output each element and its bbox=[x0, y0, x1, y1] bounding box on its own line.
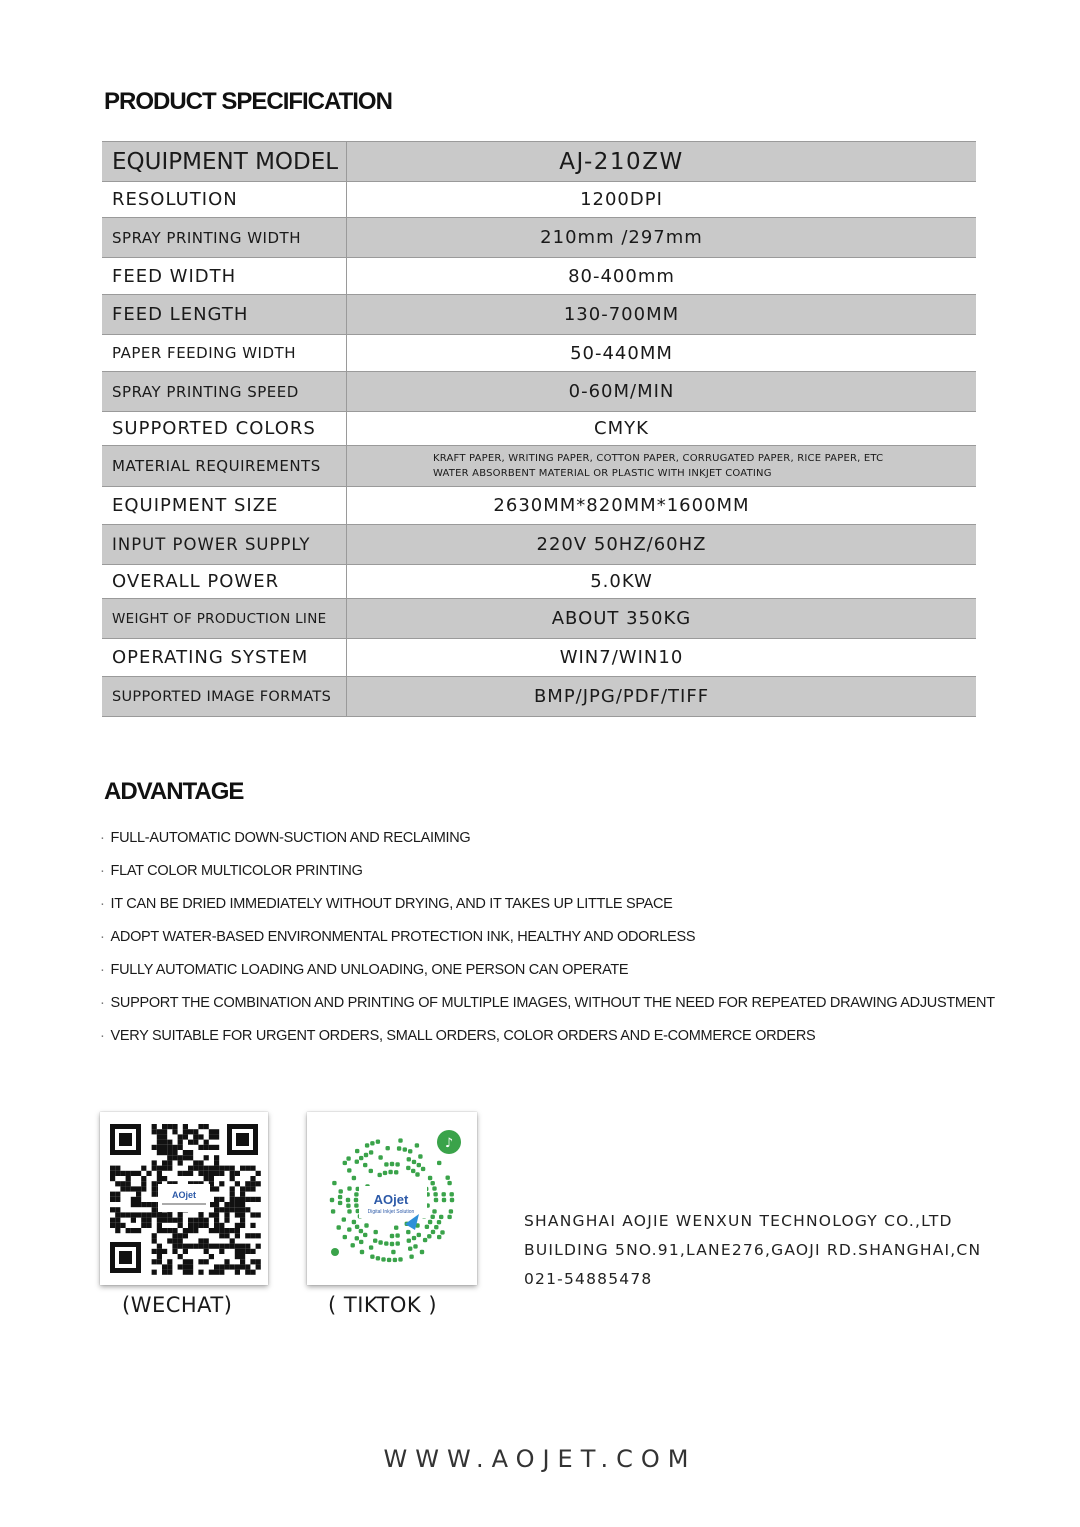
spec-value: 220V 50HZ/60HZ bbox=[536, 534, 707, 555]
spec-label: SPRAY PRINTING SPEED bbox=[102, 372, 347, 411]
logo-text: AOjet bbox=[373, 1192, 409, 1207]
tiktok-caption: ( TIKTOK ) bbox=[328, 1293, 438, 1317]
spec-label: PAPER FEEDING WIDTH bbox=[102, 335, 347, 371]
spec-value: ABOUT 350KG bbox=[551, 608, 692, 629]
bullet: · bbox=[100, 863, 105, 879]
spec-row-input-power-supply bbox=[102, 525, 976, 565]
spec-value: 50-440MM bbox=[570, 342, 673, 364]
spec-label: RESOLUTION bbox=[102, 182, 347, 217]
spec-row-equipment-model bbox=[102, 142, 976, 182]
spec-value: AJ-210ZW bbox=[559, 148, 684, 175]
spec-value: 210mm /297mm bbox=[540, 227, 703, 248]
advantage-text: FULL-AUTOMATIC DOWN-SUCTION AND RECLAIMING bbox=[110, 830, 471, 846]
spec-label: FEED LENGTH bbox=[102, 295, 347, 334]
bullet: · bbox=[100, 962, 105, 978]
spec-row-operating-system bbox=[102, 639, 976, 677]
tiktok-qr-code[interactable] bbox=[307, 1112, 477, 1285]
spec-label: OPERATING SYSTEM bbox=[102, 639, 347, 676]
spec-label: SUPPORTED IMAGE FORMATS bbox=[102, 677, 347, 716]
list-item bbox=[100, 828, 995, 861]
spec-row-feed-length bbox=[102, 295, 976, 335]
spec-label: FEED WIDTH bbox=[102, 258, 347, 294]
logo-text: AOjet bbox=[171, 1190, 197, 1200]
advantage-text: FULLY AUTOMATIC LOADING AND UNLOADING, ONE PERSON CAN OPERATE bbox=[110, 962, 629, 978]
spec-label: SUPPORTED COLORS bbox=[102, 412, 347, 445]
advantage-text: VERY SUITABLE FOR URGENT ORDERS, SMALL ORDERS, COLOR ORDERS AND E-COMMERCE ORDERS bbox=[110, 1028, 816, 1044]
list-item bbox=[100, 894, 995, 927]
spec-label: WEIGHT OF PRODUCTION LINE bbox=[102, 599, 347, 638]
advantage-text: FLAT COLOR MULTICOLOR PRINTING bbox=[110, 863, 363, 879]
website-link[interactable]: WWW.AOJET.COM bbox=[383, 1445, 697, 1473]
spec-label: EQUIPMENT SIZE bbox=[102, 487, 347, 524]
spec-value: 2630MM*820MM*1600MM bbox=[493, 495, 750, 516]
tiktok-icon: ♪ bbox=[444, 1136, 454, 1151]
spec-row-feed-width bbox=[102, 258, 976, 295]
spec-label: EQUIPMENT MODEL bbox=[102, 142, 347, 181]
bullet: · bbox=[100, 830, 105, 846]
spec-row-spray-printing-speed bbox=[102, 372, 976, 412]
bullet: · bbox=[100, 1028, 105, 1044]
spec-value: 5.0KW bbox=[590, 571, 653, 592]
spec-value: 1200DPI bbox=[580, 189, 663, 210]
spec-label: INPUT POWER SUPPLY bbox=[102, 525, 347, 564]
wechat-qr-code[interactable] bbox=[100, 1112, 268, 1285]
advantage-list bbox=[100, 828, 995, 1059]
advantage-text: IT CAN BE DRIED IMMEDIATELY WITHOUT DRYING, AND IT TAKES UP LITTLE SPACE bbox=[110, 896, 673, 912]
spec-row-resolution bbox=[102, 182, 976, 218]
spec-value-line: KRAFT PAPER, WRITING PAPER, COTTON PAPER, CORRUGATED PAPER, RICE PAPER, ETC bbox=[433, 453, 884, 464]
wechat-caption: (WECHAT) bbox=[122, 1293, 233, 1317]
spec-row-spray-printing-width bbox=[102, 218, 976, 258]
list-item bbox=[100, 927, 995, 960]
list-item bbox=[100, 960, 995, 993]
spec-row-overall-power bbox=[102, 565, 976, 599]
advantage-section-title: ADVANTAGE bbox=[104, 778, 244, 805]
company-info bbox=[524, 1207, 981, 1294]
spec-row-material-requirements bbox=[102, 446, 976, 487]
spec-section-title: PRODUCT SPECIFICATION bbox=[104, 88, 392, 115]
qr-code-icon bbox=[100, 1112, 268, 1285]
spec-label: SPRAY PRINTING WIDTH bbox=[102, 218, 347, 257]
spec-value: WIN7/WIN10 bbox=[559, 647, 684, 668]
spec-value bbox=[347, 446, 976, 486]
spec-row-paper-feeding-width bbox=[102, 335, 976, 372]
bullet: · bbox=[100, 896, 105, 912]
spec-value: 130-700MM bbox=[563, 304, 680, 325]
bullet: · bbox=[100, 995, 105, 1011]
spec-label: OVERALL POWER bbox=[102, 565, 347, 598]
spec-row-weight-of-production-line bbox=[102, 599, 976, 639]
logo-subtext: Digital Inkjet Solution bbox=[367, 1209, 415, 1215]
spec-value: BMP/JPG/PDF/TIFF bbox=[533, 686, 710, 707]
spec-table bbox=[102, 141, 976, 717]
list-item bbox=[100, 1026, 995, 1059]
spec-row-equipment-size bbox=[102, 487, 976, 525]
list-item bbox=[100, 993, 995, 1026]
spec-label: MATERIAL REQUIREMENTS bbox=[102, 446, 347, 486]
spec-value-line: WATER ABSORBENT MATERIAL OR PLASTIC WITH INKJET COATING bbox=[433, 468, 772, 479]
spec-value: CMYK bbox=[594, 418, 649, 439]
list-item bbox=[100, 861, 995, 894]
company-phone: 021-54885478 bbox=[524, 1270, 653, 1288]
spec-value: 0-60M/MIN bbox=[568, 381, 675, 402]
spec-value: 80-400mm bbox=[568, 265, 675, 287]
bullet: · bbox=[100, 929, 105, 945]
qr-code-icon bbox=[307, 1112, 477, 1285]
company-address: BUILDING 5NO.91,LANE276,GAOJI RD.SHANGHAI,CN bbox=[524, 1241, 982, 1259]
spec-row-supported-image-formats bbox=[102, 677, 976, 717]
advantage-text: SUPPORT THE COMBINATION AND PRINTING OF MULTIPLE IMAGES, WITHOUT THE NEED FOR REPEATED DRAWING ADJUSTMENT bbox=[110, 995, 995, 1011]
company-name: SHANGHAI AOJIE WENXUN TECHNOLOGY CO.,LTD bbox=[524, 1212, 953, 1230]
spec-row-supported-colors bbox=[102, 412, 976, 446]
advantage-text: ADOPT WATER-BASED ENVIRONMENTAL PROTECTION INK, HEALTHY AND ODORLESS bbox=[110, 929, 696, 945]
